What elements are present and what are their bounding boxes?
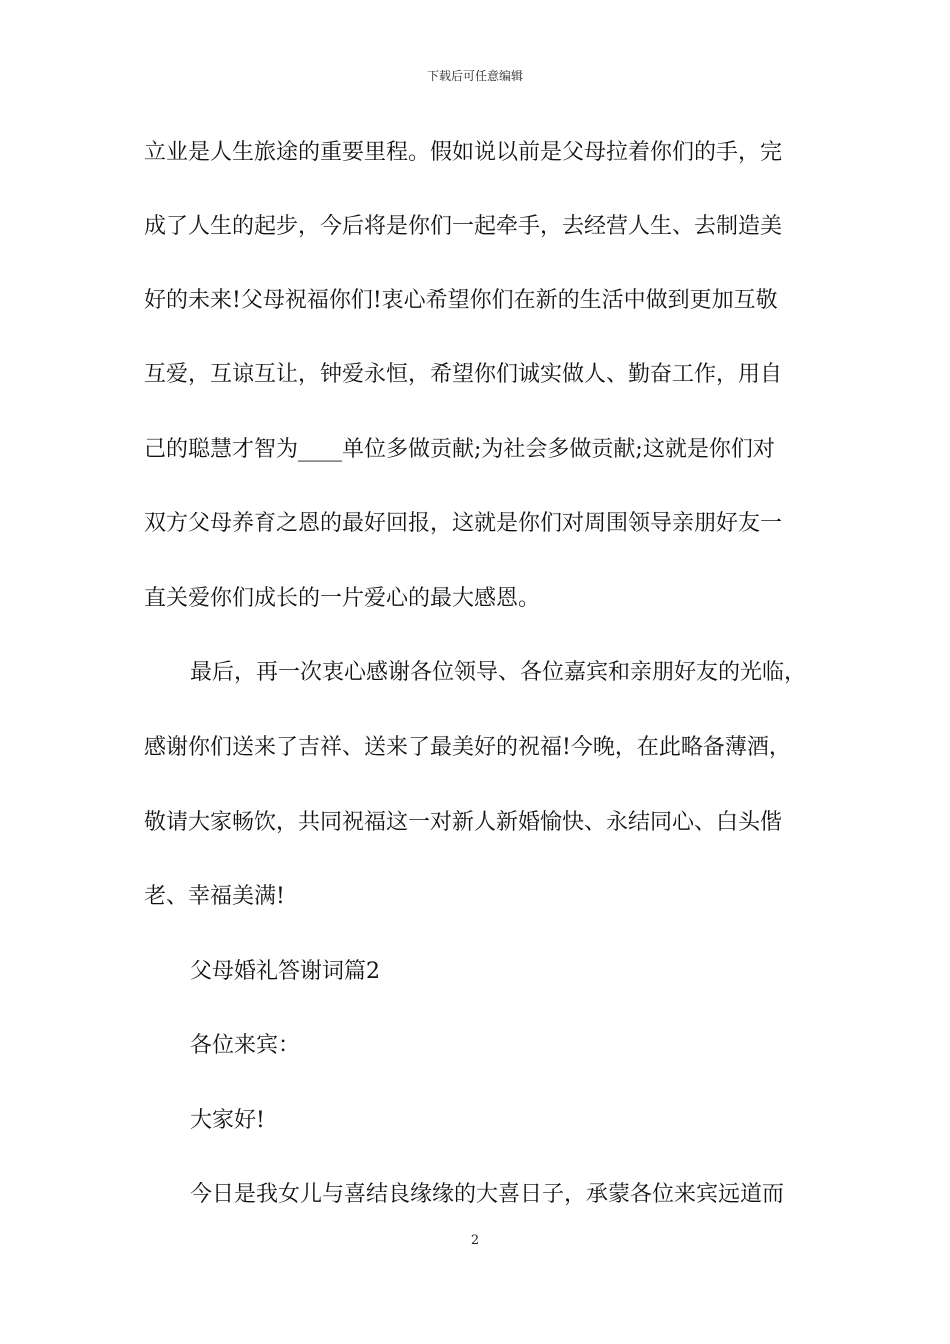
- section-heading: 父母婚礼答谢词篇2: [190, 959, 380, 984]
- paragraph-line: 今日是我女儿与喜结良缘缘的大喜日子，承蒙各位来宾远道而: [190, 1182, 785, 1207]
- paragraph-line: 立业是人生旅途的重要里程。假如说以前是父母拉着你们的手，完: [144, 140, 783, 165]
- paragraph-line: 好的未来!父母祝福你们!衷心希望你们在新的生活中做到更加互敬: [144, 288, 778, 313]
- paragraph-line: 感谢你们送来了吉祥、送来了最美好的祝福!今晚，在此略备薄酒，: [144, 735, 791, 760]
- page-header: 下载后可任意编辑: [426, 69, 523, 83]
- paragraph-line: 最后，再一次衷心感谢各位领导、各位嘉宾和亲朋好友的光临，: [190, 660, 807, 685]
- salutation-line: 各位来宾：: [190, 1033, 301, 1058]
- greeting-line: 大家好!: [190, 1108, 265, 1133]
- paragraph-line: 己的聪慧才智为____单位多做贡献;为社会多做贡献;这就是你们对: [144, 437, 775, 462]
- paragraph-line: 成了人生的起步，今后将是你们一起牵手，去经营人生、去制造美: [144, 214, 783, 239]
- paragraph-line: 老、幸福美满!: [144, 884, 285, 909]
- paragraph-line: 直关爱你们成长的一片爱心的最大感恩。: [144, 586, 541, 611]
- paragraph-line: 双方父母养育之恩的最好回报，这就是你们对周围领导亲朋好友一: [144, 511, 783, 536]
- paragraph-line: 敬请大家畅饮，共同祝福这一对新人新婚愉快、永结同心、白头偕: [144, 810, 783, 835]
- page-number: 2: [470, 1233, 480, 1248]
- paragraph-line: 互爱，互谅互让，钟爱永恒，希望你们诚实做人、勤奋工作，用自: [144, 362, 783, 387]
